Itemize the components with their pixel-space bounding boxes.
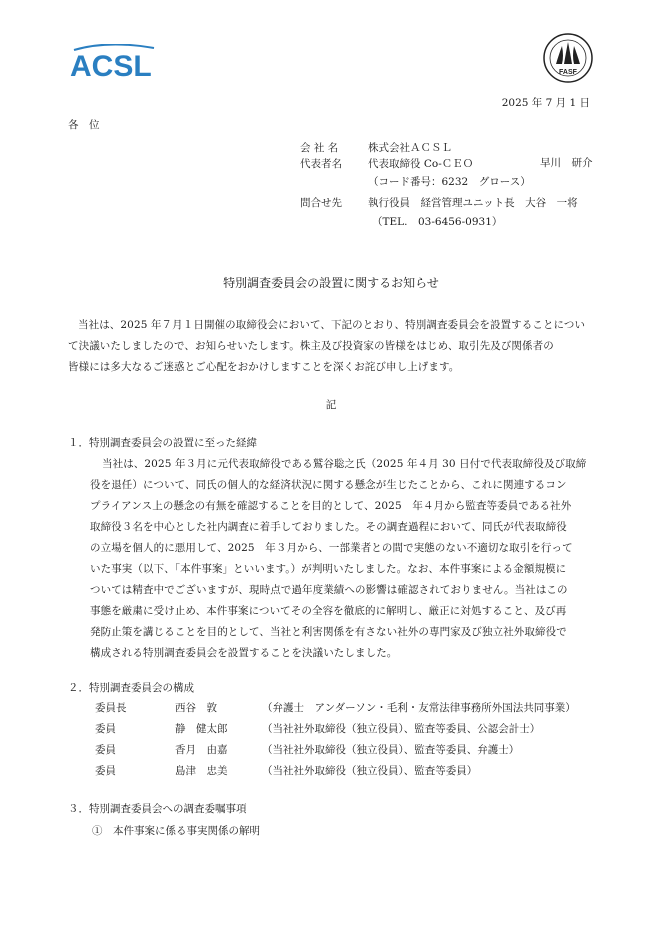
contact-value: 執行役員 経営管理ユニット長 大谷 一将 bbox=[368, 197, 578, 209]
member-name: 香月 由嘉 bbox=[175, 744, 228, 756]
ki-mark: 記 bbox=[325, 399, 337, 411]
body-line: 発防止策を講じることを目的として、当社と利害関係を有さない社外の専門家及び独立社外取締役で bbox=[90, 626, 567, 638]
section1-heading: １．特別調査委員会の設置に至った経緯 bbox=[68, 437, 257, 449]
svg-text:ACSL: ACSL bbox=[70, 50, 152, 80]
body-line: 役を退任）について、同氏の個人的な経済状況に関する懸念が生じたことから、これに関連するコン bbox=[90, 479, 567, 491]
svg-text:FASF: FASF bbox=[559, 69, 577, 76]
acsl-logo bbox=[68, 44, 164, 84]
member-desc: （弁護士 アンダーソン・毛利・友常法律事務所外国法共同事業） bbox=[262, 702, 576, 714]
member-name: 静 健太郎 bbox=[175, 723, 228, 735]
section3-heading: ３．特別調査委員会への調査委嘱事項 bbox=[68, 803, 247, 815]
addressee: 各 位 bbox=[68, 119, 100, 131]
member-desc: （当社社外取締役（独立役員）、監査等委員、公認会計士） bbox=[262, 723, 541, 735]
rep-label: 代表者名 bbox=[300, 158, 342, 170]
member-desc: （当社社外取締役（独立役員）、監査等委員、弁護士） bbox=[262, 744, 520, 756]
section3-item1: ① 本件事案に係る事実関係の解明 bbox=[92, 825, 260, 837]
company-label: 会 社 名 bbox=[300, 142, 339, 154]
contact-label: 問合せ先 bbox=[300, 197, 342, 209]
section1-body bbox=[90, 454, 586, 664]
intro-line: 皆様には多大なるご迷惑とご心配をおかけしますことを深くお詫び申し上げます。 bbox=[68, 361, 460, 373]
member-name: 西谷 敦 bbox=[175, 702, 217, 714]
fasf-seal-icon bbox=[542, 32, 594, 88]
intro-line: 当社は、2025 年７月１日開催の取締役会において、下記のとおり、特別調査委員会を設置することについ bbox=[78, 319, 586, 331]
member-name: 島津 忠美 bbox=[175, 765, 228, 777]
stock-code: （コード番号：6232 グロース） bbox=[368, 176, 531, 188]
member-role: 委員 bbox=[95, 723, 116, 735]
intro-line: て決議いたしましたので、お知らせいたします。株主及び投資家の皆様をはじめ、取引先及び関係者の bbox=[68, 340, 554, 352]
member-desc: （当社社外取締役（独立役員）、監査等委員） bbox=[262, 765, 478, 777]
body-line: いた事実（以下、「本件事案」といいます。）が判明いたしました。なお、本件事案による金額規模に bbox=[90, 563, 567, 575]
body-line: プライアンス上の懸念の有無を確認することを目的として、2025 年４月から監査等委員である社外 bbox=[90, 500, 572, 512]
body-line: 構成される特別調査委員会を設置することを決議いたしました。 bbox=[90, 647, 398, 659]
body-line: ついては精査中でございますが、現時点で過年度業績への影響は確認されておりません。当社はこの bbox=[90, 584, 568, 596]
member-role: 委員長 bbox=[95, 702, 127, 714]
member-role: 委員 bbox=[95, 744, 116, 756]
member-role: 委員 bbox=[95, 765, 116, 777]
rep-name: 早川 研介 bbox=[540, 157, 593, 169]
section2-heading: ２．特別調査委員会の構成 bbox=[68, 682, 194, 694]
intro-paragraph bbox=[68, 315, 586, 378]
body-line: 当社は、2025 年３月に元代表取締役である鷲谷聡之氏（2025 年４月 30 日付で代表取締役及び取締 bbox=[102, 458, 587, 470]
rep-value: 代表取締役 Co-ＣＥＯ bbox=[368, 158, 474, 170]
body-line: 事態を厳粛に受け止め、本件事案についてその全容を徹底的に解明し、厳正に対処すること、及び再 bbox=[90, 605, 567, 617]
company-value: 株式会社ＡＣＳＬ bbox=[368, 142, 452, 154]
document-title: 特別調査委員会の設置に関するお知らせ bbox=[223, 276, 439, 290]
body-line: の立場を個人的に悪用して、2025 年３月から、一部業者との間で実態のない不適切な取引を行って bbox=[90, 542, 573, 554]
contact-tel: （TEL. 03-6456-0931） bbox=[372, 216, 503, 228]
release-date: 2025 年 7 月 1 日 bbox=[501, 97, 590, 109]
body-line: 取締役３名を中心とした社内調査に着手しておりました。その調査過程において、同氏が代表取締役 bbox=[90, 521, 567, 533]
